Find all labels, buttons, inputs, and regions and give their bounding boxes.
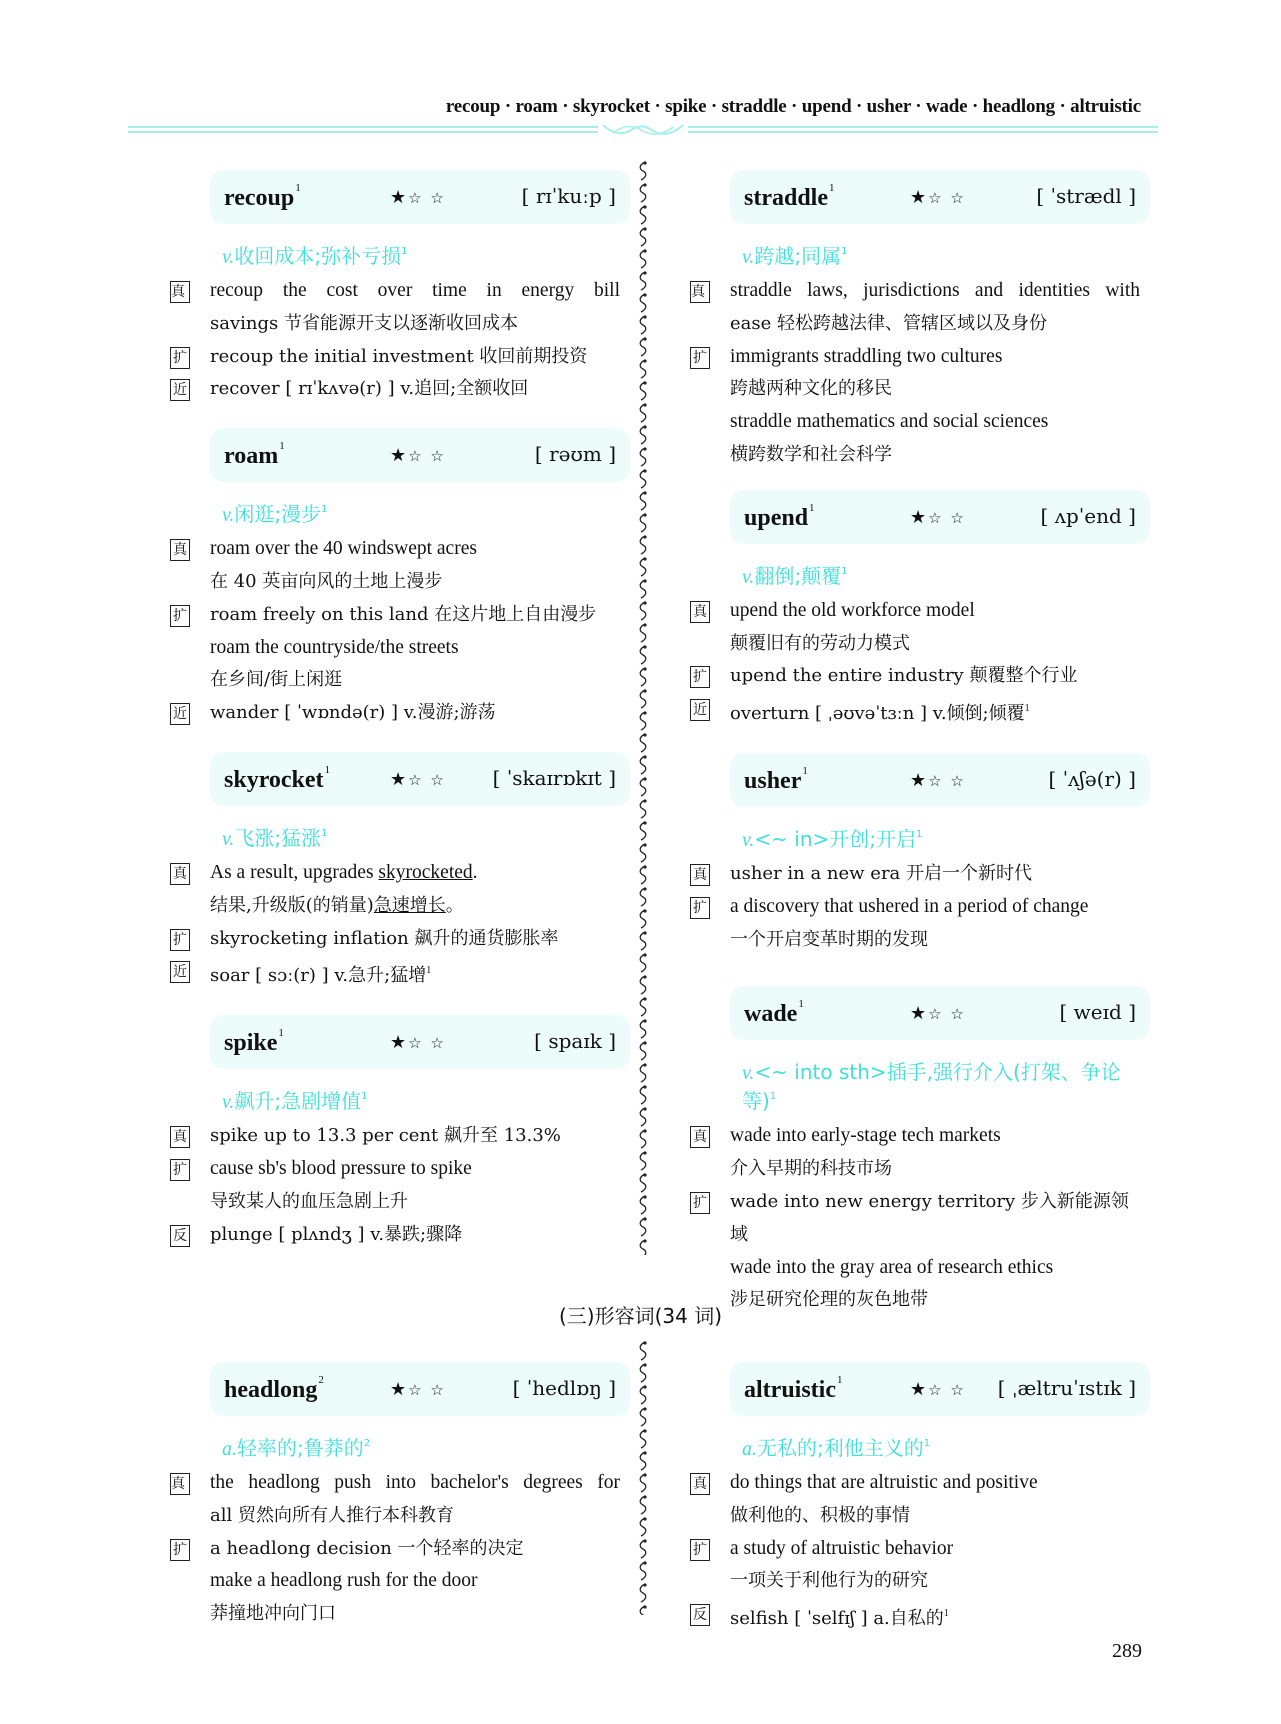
example-line: 真 usher in a new era 开启一个新时代: [690, 858, 1140, 891]
definition: v.<~ into sth>插手,强行介入(打架、争论等)$^1$: [742, 1060, 1121, 1114]
example-line: 扩 a discovery that ushered in a period of change: [690, 891, 1140, 924]
zhen-tag-icon: 真: [170, 1473, 190, 1495]
example-line: 一个开启变革时期的发现: [730, 928, 928, 950]
zhen-tag-icon: 真: [690, 864, 710, 886]
definition: v.闲逛;漫步$^1$: [222, 502, 328, 527]
word-card: [730, 490, 1150, 544]
phonetic: [ weɪd ]: [1059, 1000, 1136, 1025]
example-line: 真 straddle laws, jurisdictions and identities with: [691, 280, 1140, 301]
example-line: 扩 upend the entire industry 颠覆整个行业: [690, 660, 1140, 693]
definition: v.飙升;急剧增值$^1$: [222, 1089, 368, 1114]
jin-tag-icon: 近: [170, 961, 190, 983]
headword: recoup$^1$: [224, 182, 301, 211]
example-line: 扩 a headlong decision 一个轻率的决定: [170, 1533, 620, 1566]
scroll-ornament-icon: [598, 121, 688, 139]
example-line: wade into the gray area of research ethics: [730, 1256, 1054, 1278]
example-line: 扩 a study of altruistic behavior: [690, 1533, 1140, 1566]
antonym-line: 反 selfish [ ˈselfɪʃ ] a.自私的$^1$: [690, 1598, 1140, 1636]
example-line: all 贸然向所有人推行本科教育: [210, 1504, 454, 1526]
example-line: 横跨数学和社会科学: [730, 443, 892, 465]
entry-spike: [170, 1015, 620, 1251]
example-line: 真 roam over the 40 windswept acres: [170, 533, 620, 566]
headword: upend$^1$: [744, 501, 815, 531]
example-line: 真 do things that are altruistic and positive: [690, 1467, 1140, 1500]
column-divider-top: [636, 160, 650, 1255]
kuo-tag-icon: 扩: [170, 1159, 190, 1181]
example-line: 涉足研究伦理的灰色地带: [730, 1289, 928, 1311]
star-rating: ★☆ ☆: [910, 1003, 966, 1025]
phonetic: [ ˈhedlɒŋ ]: [512, 1376, 616, 1400]
headword: usher$^1$: [744, 764, 808, 794]
example-line: 真 the headlong push into bachelor's degrees for: [171, 1472, 620, 1493]
right-column: [690, 170, 1140, 1335]
jin-tag-icon: 近: [170, 703, 190, 725]
zhen-tag-icon: 真: [690, 1473, 710, 1495]
jin-tag-icon: 近: [170, 379, 190, 401]
headword: wade$^1$: [744, 998, 804, 1028]
star-rating: ★☆ ☆: [910, 506, 966, 528]
entry-altruistic: [690, 1362, 1140, 1636]
example-line: 真 As a result, upgrades skyrocketed.: [170, 857, 620, 890]
kuo-tag-icon: 扩: [690, 897, 710, 919]
entry-roam: [170, 428, 620, 730]
example-line: savings 节省能源开支以逐渐收回成本: [210, 312, 518, 334]
definition: a.轻率的;鲁莽的$^2$: [222, 1436, 371, 1460]
headword: straddle$^1$: [744, 182, 835, 211]
phonetic: [ ˌæltruˈɪstɪk ]: [997, 1376, 1136, 1400]
entry-skyrocket: [170, 752, 620, 993]
phonetic: [ rɪˈkuːp ]: [521, 184, 616, 208]
example-line: straddle mathematics and social sciences: [730, 411, 1049, 433]
headword: headlong$^2$: [224, 1374, 324, 1403]
word-card: [730, 986, 1150, 1040]
word-card: [210, 1362, 630, 1416]
example-line: 扩 roam freely on this land 在这片地上自由漫步: [170, 599, 620, 632]
jin-tag-icon: 近: [690, 699, 710, 721]
kuo-tag-icon: 扩: [170, 347, 190, 369]
entry-wade: [690, 986, 1140, 1317]
star-rating: ★☆ ☆: [910, 187, 966, 208]
fan-tag-icon: 反: [690, 1604, 710, 1626]
example-line: 结果,升级版(的销量)急速增长。: [210, 894, 464, 916]
word-card: [210, 428, 630, 482]
definition: v.<~ in>开创;开启$^1$: [742, 826, 923, 851]
synonym-line: 近 soar [ sɔː(r) ] v.急升;猛增$^1$: [170, 955, 620, 993]
kuo-tag-icon: 扩: [690, 1192, 710, 1214]
running-head: recoup · roam · skyrocket · spike · straddle · upend · usher · wade · headlong · altruistic: [445, 96, 1141, 117]
zhen-tag-icon: 真: [690, 1126, 710, 1148]
example-line: 真 spike up to 13.3 per cent 飙升至 13.3%: [170, 1120, 620, 1153]
definition: v.翻倒;颠覆$^1$: [742, 563, 848, 588]
definition: v.收回成本;弥补亏损$^1$: [222, 244, 408, 268]
word-card: [730, 170, 1150, 224]
zhen-tag-icon: 真: [690, 281, 710, 303]
star-rating: ★☆ ☆: [910, 769, 966, 791]
star-rating: ★☆ ☆: [390, 768, 446, 790]
example-line: 扩 wade into new energy territory 步入新能源领域: [690, 1186, 1140, 1252]
example-line: 做利他的、积极的事情: [730, 1504, 910, 1526]
example-line: roam the countryside/the streets: [210, 636, 459, 658]
star-rating: ★☆ ☆: [390, 1032, 446, 1054]
page-number: 289: [1112, 1640, 1142, 1662]
star-rating: ★☆ ☆: [910, 1379, 966, 1400]
kuo-tag-icon: 扩: [690, 666, 710, 688]
right-column-bottom: [690, 1362, 1140, 1654]
definition: v.飞涨;猛涨$^1$: [222, 825, 328, 850]
entry-recoup: [170, 170, 620, 406]
kuo-tag-icon: 扩: [170, 1539, 190, 1561]
synonym-line: 近 overturn [ ˌəʊvəˈtɜːn ] v.倾倒;倾覆$^1$: [690, 693, 1140, 731]
example-line: 一项关于利他行为的研究: [730, 1570, 928, 1592]
example-line: 跨越两种文化的移民: [730, 378, 892, 400]
example-line: 在乡间/街上闲逛: [210, 669, 343, 691]
zhen-tag-icon: 真: [170, 863, 190, 885]
example-line: 真 upend the old workforce model: [690, 595, 1140, 628]
kuo-tag-icon: 扩: [170, 929, 190, 951]
entry-headlong: [170, 1362, 620, 1631]
antonym-line: 反 plunge [ plʌndʒ ] v.暴跌;骤降: [170, 1219, 620, 1252]
kuo-tag-icon: 扩: [690, 1539, 710, 1561]
example-line: 真 wade into early-stage tech markets: [690, 1120, 1140, 1153]
example-line: 扩 immigrants straddling two cultures: [690, 341, 1140, 374]
zhen-tag-icon: 真: [170, 539, 190, 561]
example-line: 导致某人的血压急剧上升: [210, 1190, 408, 1212]
kuo-tag-icon: 扩: [690, 347, 710, 369]
definition: v.跨越;同属$^1$: [742, 244, 848, 268]
section-title: (三)形容词(34 词): [558, 1304, 723, 1328]
star-rating: ★☆ ☆: [390, 445, 446, 467]
left-column: [170, 170, 620, 1269]
phonetic: [ ʌpˈend ]: [1040, 503, 1136, 528]
example-line: make a headlong rush for the door: [210, 1570, 478, 1592]
phonetic: [ spaɪk ]: [534, 1029, 616, 1054]
headword: skyrocket$^1$: [224, 763, 331, 793]
phonetic: [ ˈʌʃə(r) ]: [1048, 766, 1136, 791]
phonetic: [ rəʊm ]: [534, 442, 616, 467]
synonym-line: 近 wander [ ˈwɒndə(r) ] v.漫游;游荡: [170, 697, 620, 730]
example-line: 扩 recoup the initial investment 收回前期投资: [170, 341, 620, 374]
example-line: 扩 cause sb's blood pressure to spike: [170, 1153, 620, 1186]
headword: spike$^1$: [224, 1027, 284, 1057]
header-rule-ornament: [128, 126, 1158, 136]
headword: roam$^1$: [224, 440, 285, 470]
zhen-tag-icon: 真: [170, 281, 190, 303]
definition: a.无私的;利他主义的$^1$: [742, 1436, 931, 1460]
kuo-tag-icon: 扩: [170, 605, 190, 627]
synonym-line: 近 recover [ rɪˈkʌvə(r) ] v.追回;全额收回: [170, 373, 620, 406]
fan-tag-icon: 反: [170, 1225, 190, 1247]
phonetic: [ ˈstrædl ]: [1036, 184, 1136, 208]
headword: altruistic$^1$: [744, 1374, 843, 1403]
left-column-bottom: [170, 1362, 620, 1649]
word-card: [210, 170, 630, 224]
example-line: 在 40 英亩向风的土地上漫步: [210, 570, 443, 592]
zhen-tag-icon: 真: [690, 601, 710, 623]
phonetic: [ ˈskaɪrɒkɪt ]: [492, 765, 616, 790]
star-rating: ★☆ ☆: [390, 1379, 446, 1400]
entry-usher: [690, 753, 1140, 956]
word-card: [210, 752, 630, 806]
example-line: ease 轻松跨越法律、管辖区域以及身份: [730, 312, 1047, 334]
example-line: 介入早期的科技市场: [730, 1158, 892, 1180]
example-line: 真 recoup the cost over time in energy bill: [171, 280, 620, 301]
star-rating: ★☆ ☆: [390, 187, 446, 208]
zhen-tag-icon: 真: [170, 1126, 190, 1148]
example-line: 颠覆旧有的劳动力模式: [730, 632, 910, 654]
word-card: [210, 1015, 630, 1069]
example-line: 扩 skyrocketing inflation 飙升的通货膨胀率: [170, 923, 620, 956]
word-card: [730, 753, 1150, 807]
entry-straddle: [690, 170, 1140, 472]
word-card: [730, 1362, 1150, 1416]
entry-upend: [690, 490, 1140, 731]
example-line: 莽撞地冲向门口: [210, 1603, 336, 1625]
column-divider-bottom: [636, 1340, 650, 1615]
